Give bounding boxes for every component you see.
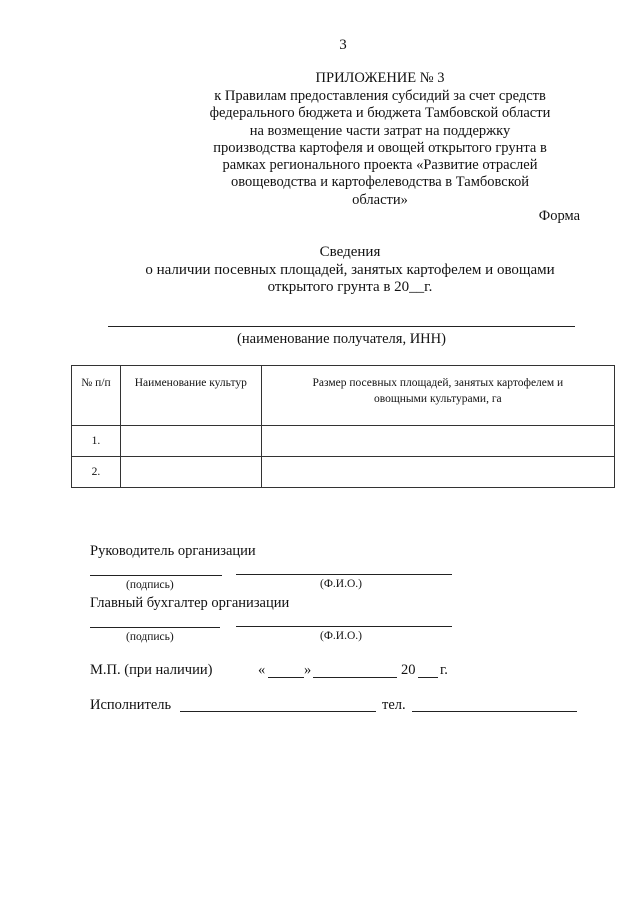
head-name-line[interactable] — [236, 574, 452, 575]
sign-caption: (подпись) — [126, 579, 174, 591]
appendix-line: к Правилам предоставления субсидий за счет средств — [214, 88, 546, 104]
date-quote-open: « — [258, 662, 266, 678]
appendix-text — [180, 88, 580, 209]
table-cell-number: 2. — [72, 457, 121, 488]
appendix-line: области» — [352, 191, 408, 208]
heading-line: открытого грунта в 20__г. — [267, 279, 433, 295]
form-label: Форма — [538, 208, 580, 224]
phone-field[interactable] — [412, 711, 577, 712]
table-header-row — [72, 366, 615, 426]
accountant-signature-line[interactable] — [90, 627, 220, 628]
year-prefix: 20 — [401, 662, 416, 678]
phone-label: тел. — [382, 697, 406, 713]
date-year-field[interactable] — [418, 677, 438, 678]
recipient-caption: (наименование получателя, ИНН) — [237, 331, 446, 347]
sign-caption: (подпись) — [126, 631, 174, 643]
table-cell-number: 1. — [72, 426, 121, 457]
recipient-name-field[interactable] — [108, 326, 575, 327]
appendix-line: на возмещение части затрат на поддержку — [249, 122, 511, 139]
appendix-line: федерального бюджета и бюджета Тамбовской области — [209, 105, 551, 122]
table-row — [72, 457, 615, 488]
column-header: Размер посевных площадей, занятых картофелем и овощными культурами, га — [261, 366, 614, 426]
table-cell-crop[interactable] — [120, 426, 261, 457]
appendix-line: производства картофеля и овощей открытого грунта в — [213, 139, 547, 156]
page-number: 3 — [339, 37, 347, 53]
column-header: Наименование культур — [120, 366, 261, 426]
table-cell-area[interactable] — [261, 457, 614, 488]
accountant-name-line[interactable] — [236, 626, 452, 627]
document-heading — [100, 244, 600, 297]
head-label: Руководитель организации — [90, 543, 256, 559]
column-header: № п/п — [72, 366, 121, 426]
date-month-field[interactable] — [313, 677, 397, 678]
appendix-title: ПРИЛОЖЕНИЕ № 3 — [315, 70, 445, 86]
date-day-field[interactable] — [268, 677, 304, 678]
executor-name-field[interactable] — [180, 711, 376, 712]
name-caption: (Ф.И.О.) — [320, 578, 362, 590]
name-caption: (Ф.И.О.) — [320, 630, 362, 642]
crops-table — [71, 365, 615, 488]
accountant-label: Главный бухгалтер организации — [90, 595, 290, 611]
appendix-line: рамках регионального проекта «Развитие отраслей — [222, 157, 538, 174]
heading-title: Сведения — [319, 244, 381, 260]
table-cell-area[interactable] — [261, 426, 614, 457]
table-row — [72, 426, 615, 457]
year-suffix: г. — [440, 662, 448, 678]
head-signature-line[interactable] — [90, 575, 222, 576]
appendix-line: овощеводства и картофелеводства в Тамбовской — [230, 174, 530, 191]
heading-line: о наличии посевных площадей, занятых картофелем и овощами — [145, 261, 555, 278]
table-cell-crop[interactable] — [120, 457, 261, 488]
seal-label: М.П. (при наличии) — [90, 662, 213, 678]
executor-label: Исполнитель — [90, 697, 172, 713]
date-quote-close: » — [304, 662, 312, 678]
